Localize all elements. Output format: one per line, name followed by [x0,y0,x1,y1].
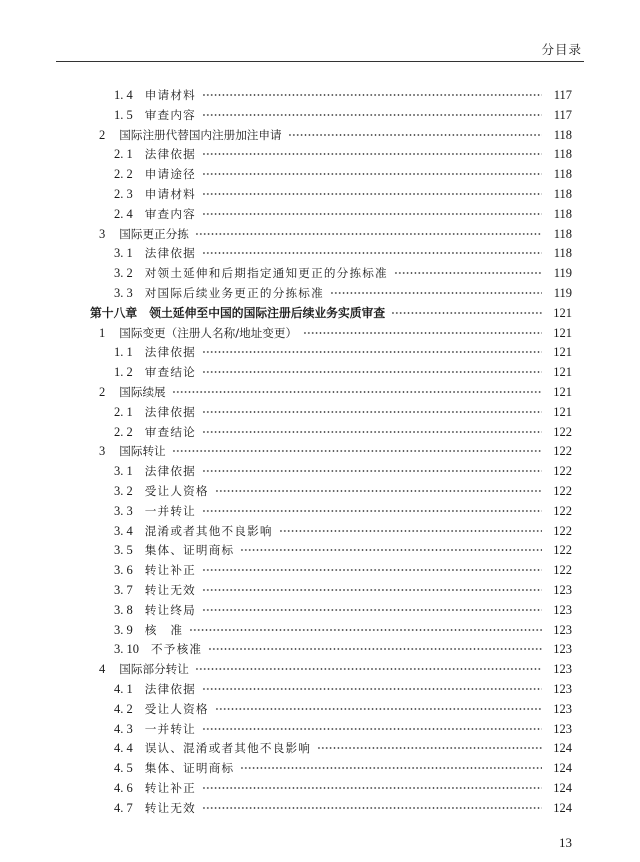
toc-entry-number: 4 [99,662,106,677]
toc-entry-page: 121 [553,385,572,399]
toc-entry-title: 国际注册代替国内注册加注申请 [119,127,282,142]
toc-entry-page: 122 [553,424,572,439]
toc-entry-title: 国际变更（注册人名称/地址变更） [119,325,298,340]
toc-entry-page: 118 [553,147,572,162]
toc-entry-page: 124 [553,741,572,756]
toc-entry-title: 领土延伸至中国的国际注册后续业务实质审查 [149,305,386,320]
toc-entry-number: 2. 3 [114,187,133,201]
toc-entry-title: 对领土延伸和后期指定通知更正的分拣标准 [144,266,388,281]
toc-entry-page: 118 [553,206,572,221]
toc-entry-number: 4. 5 [114,761,133,776]
toc-entry[interactable] [99,226,572,242]
toc-entry-number: 1. 5 [114,107,133,122]
toc-entry[interactable] [90,305,572,321]
dot-leader [202,431,542,433]
dot-leader [394,272,542,274]
toc-entry-page: 121 [553,404,572,419]
dot-leader [202,728,542,730]
dot-leader [202,589,542,591]
toc-entry-title: 不予核准 [151,642,203,657]
toc-entry[interactable] [114,206,572,222]
toc-entry-title: 核 准 [144,622,184,637]
toc-entry-title: 审查内容 [144,107,196,122]
dot-leader [202,411,542,413]
toc-entry-number: 3. 10 [114,642,139,657]
toc-entry-number: 4. 7 [114,800,133,815]
toc-entry-page: 117 [553,88,572,102]
dot-leader [391,312,542,314]
toc-entry[interactable] [114,424,572,440]
toc-entry[interactable] [114,285,572,301]
toc-entry[interactable] [114,404,572,420]
toc-entry-number: 第十八章 [90,305,138,320]
toc-entry-page: 123 [553,701,572,716]
toc-entry[interactable] [114,602,572,618]
dot-leader [202,351,542,353]
toc-entry[interactable] [114,641,572,657]
toc-entry-page: 118 [553,167,572,182]
toc-entry-number: 3 [99,226,106,241]
toc-entry-page: 121 [553,305,572,320]
toc-entry-title: 法律依据 [144,246,196,261]
toc-entry-number: 3. 1 [114,246,133,261]
toc-entry[interactable] [114,582,572,598]
toc-entry-page: 117 [553,107,572,122]
dot-leader [215,490,542,492]
dot-leader [202,193,542,195]
toc-entry-title: 转让补正 [144,781,196,795]
toc-entry[interactable] [114,740,572,756]
toc-entry-title: 一并转让 [144,503,196,518]
toc-entry-page: 121 [553,325,572,340]
toc-entry-title: 法律依据 [144,682,196,696]
toc-entry-number: 4. 3 [114,721,133,736]
toc-entry-page: 122 [553,444,572,459]
toc-entry-number: 3. 9 [114,622,133,637]
dot-leader [172,450,542,452]
toc-entry-title: 集体、证明商标 [144,543,235,558]
toc-entry-title: 混淆或者其他不良影响 [144,523,273,538]
toc-entry[interactable] [114,166,572,182]
page-number: 13 [559,835,572,850]
toc-entry-number: 1. 4 [114,88,133,102]
toc-entry-number: 1. 1 [114,345,133,360]
toc-entry-number: 3. 3 [114,503,133,518]
toc-entry-title: 转让终局 [144,602,196,617]
toc-entry-title: 一并转让 [144,721,196,736]
toc-entry-number: 1 [99,325,106,340]
toc-entry-page: 119 [553,286,572,300]
toc-entry[interactable] [114,364,572,380]
toc-entry-page: 118 [553,226,572,241]
running-header-title: 分目录 [541,42,582,57]
toc-entry[interactable] [114,681,572,697]
dot-leader [189,629,542,631]
toc-entry[interactable] [114,146,572,162]
toc-entry-title: 误认、混淆或者其他不良影响 [144,741,312,756]
dot-leader [195,233,542,235]
toc-entry-title: 审查结论 [144,424,196,439]
toc-entry-page: 119 [553,266,572,281]
toc-entry-title: 申请材料 [144,88,196,102]
toc-entry[interactable] [114,186,572,202]
dot-leader [202,213,542,215]
toc-entry-page: 118 [553,187,572,201]
dot-leader [240,549,542,551]
toc-entry-page: 122 [553,523,572,538]
toc-entry-page: 123 [553,622,572,637]
toc-entry-number: 3. 6 [114,563,133,578]
toc-entry-title: 转让无效 [144,583,196,597]
dot-leader [172,391,542,393]
dot-leader [330,292,542,294]
toc-entry[interactable] [114,622,572,638]
toc-entry-page: 124 [553,800,572,815]
toc-entry-page: 123 [553,682,572,696]
dot-leader [202,114,542,116]
toc-entry-number: 3. 7 [114,583,133,597]
toc-entry-number: 3. 2 [114,266,133,281]
toc-entry-page: 121 [553,345,572,360]
toc-entry-page: 118 [553,246,572,261]
toc-entry-title: 法律依据 [144,464,196,479]
toc-entry[interactable] [114,780,572,796]
toc-entry-title: 集体、证明商标 [144,761,235,776]
toc-entry[interactable] [99,384,572,400]
toc-entry-title: 对国际后续业务更正的分拣标准 [144,286,324,300]
toc-entry[interactable] [114,721,572,737]
toc-entry[interactable] [114,463,572,479]
toc-entry-page: 118 [553,127,572,142]
toc-entry-page: 123 [553,642,572,657]
toc-entry[interactable] [114,245,572,261]
dot-leader [202,609,542,611]
dot-leader [240,767,542,769]
toc-entry[interactable] [114,344,572,360]
toc-entry[interactable] [114,701,572,717]
toc-entry-page: 122 [553,543,572,558]
toc-entry-number: 3. 3 [114,286,133,300]
toc-entry-page: 124 [553,781,572,795]
toc-entry-title: 申请途径 [144,167,196,182]
toc-entry-number: 2. 2 [114,424,133,439]
header-rule [56,61,584,62]
toc-entry[interactable] [114,483,572,499]
dot-leader [202,688,542,690]
toc-entry-number: 3. 5 [114,543,133,558]
toc-entry[interactable] [114,523,572,539]
toc-entry-title: 法律依据 [144,147,196,162]
toc-entry[interactable] [114,760,572,776]
dot-leader [202,371,542,373]
dot-leader [202,569,542,571]
toc-entry-number: 2 [99,127,106,142]
toc-entry[interactable] [114,87,572,103]
dot-leader [202,510,542,512]
dot-leader [202,807,542,809]
toc-entry-title: 国际更正分拣 [119,226,189,241]
toc-entry-number: 3. 4 [114,523,133,538]
toc-entry-title: 国际转让 [119,444,166,459]
toc-entry-title: 受让人资格 [144,484,209,498]
toc-entry-number: 2. 4 [114,206,133,221]
toc-entry-number: 1. 2 [114,365,133,380]
toc-entry[interactable] [114,542,572,558]
dot-leader [279,530,542,532]
toc-entry-number: 4. 4 [114,741,133,756]
toc-entry-title: 审查结论 [144,365,196,380]
toc-entry[interactable] [114,265,572,281]
dot-leader [195,668,542,670]
dot-leader [215,708,542,710]
dot-leader [288,134,542,136]
toc-entry[interactable] [99,325,572,341]
toc-entry-title: 转让补正 [144,563,196,578]
toc-entry-number: 3 [99,444,106,459]
toc-entry-title: 国际部分转让 [119,662,189,677]
toc-entry-number: 3. 1 [114,464,133,479]
toc-entry-number: 2. 2 [114,167,133,182]
toc-entry-number: 4. 6 [114,781,133,795]
toc-entry-number: 4. 1 [114,682,133,696]
dot-leader [202,153,542,155]
toc-entry-page: 123 [553,721,572,736]
dot-leader [202,787,542,789]
toc-entry-number: 2 [99,385,106,399]
toc-entry-number: 2. 1 [114,147,133,162]
toc-entry-page: 123 [553,583,572,597]
toc-entry-title: 国际续展 [119,385,166,399]
toc-entry-page: 122 [553,563,572,578]
toc-entry[interactable] [99,443,572,459]
dot-leader [202,470,542,472]
toc-entry-title: 转让无效 [144,800,196,815]
dot-leader [202,252,542,254]
toc-entry[interactable] [114,503,572,519]
toc-entry-number: 4. 2 [114,701,133,716]
toc-entry-number: 3. 8 [114,602,133,617]
toc-entry-page: 122 [553,464,572,479]
toc-entry-title: 审查内容 [144,206,196,221]
toc-entry-page: 122 [553,484,572,498]
toc-entry-number: 2. 1 [114,404,133,419]
toc-entry-page: 124 [553,761,572,776]
dot-leader [303,332,542,334]
toc-entry-page: 122 [553,503,572,518]
toc-entry[interactable] [114,562,572,578]
dot-leader [202,94,542,96]
toc-entry-page: 123 [553,662,572,677]
toc-entry-page: 121 [553,365,572,380]
toc-entry-title: 受让人资格 [144,701,209,716]
toc-entry-title: 法律依据 [144,404,196,419]
toc-entry[interactable] [114,800,572,816]
toc-entry-title: 申请材料 [144,187,196,201]
toc-entry[interactable] [99,661,572,677]
dot-leader [317,747,542,749]
toc-entry[interactable] [114,107,572,123]
toc-entry[interactable] [99,127,572,143]
page-header [0,0,640,66]
toc-entry-title: 法律依据 [144,345,196,360]
dot-leader [202,173,542,175]
toc-entry-page: 123 [553,602,572,617]
dot-leader [208,648,542,650]
toc-entry-number: 3. 2 [114,484,133,498]
